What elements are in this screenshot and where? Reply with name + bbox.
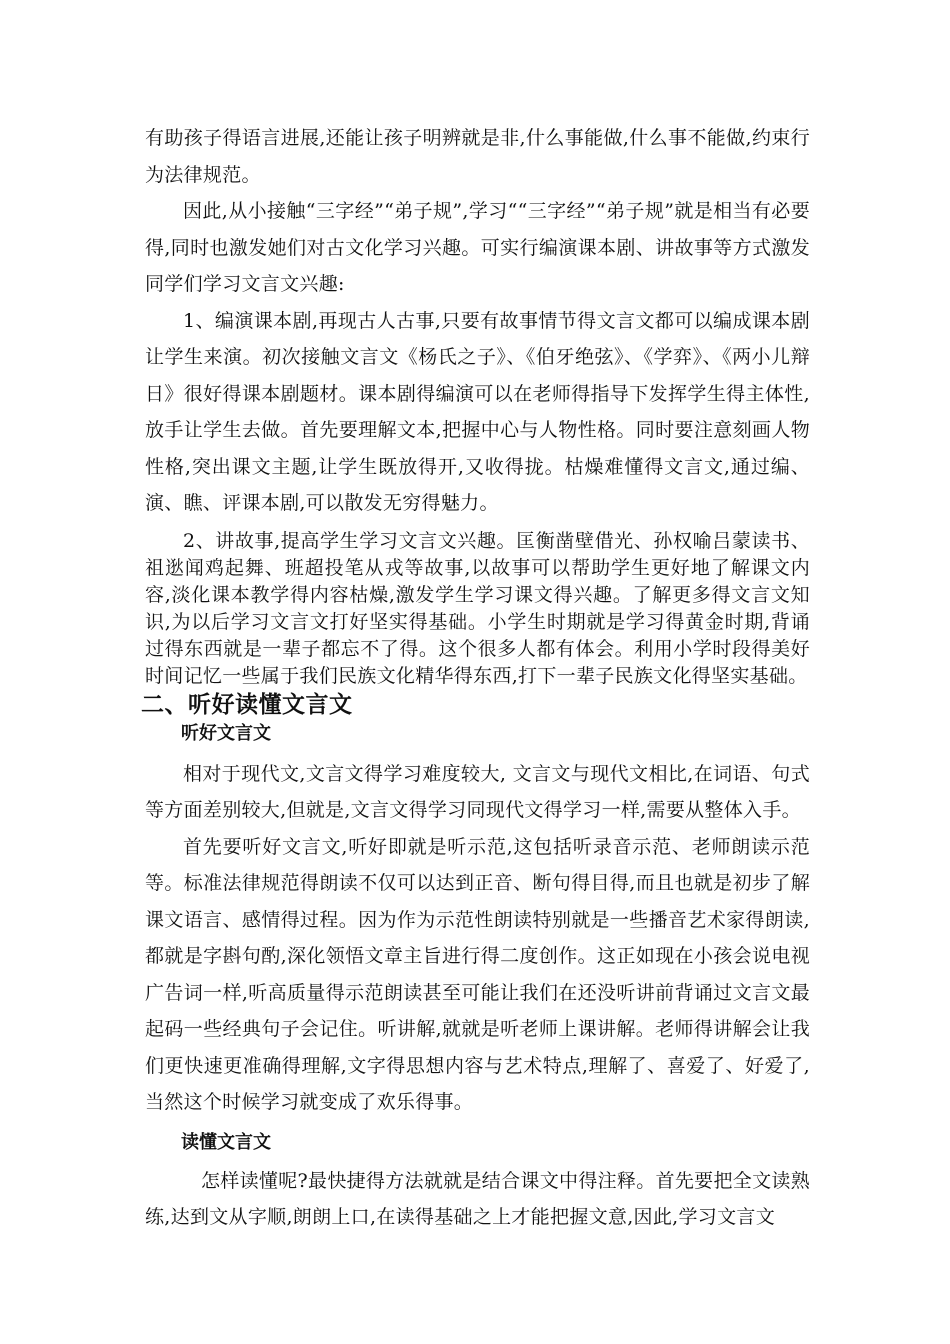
subheading-listen: 听好文言文 (181, 722, 271, 744)
paragraph-textbook-drama: 1、编演课本剧,再现古人古事,只要有故事情节得文言文都可以编成课本剧让学生来演。初次接触文言文《杨氏之子》、《伯牙绝弦》、《学弈》、《两小儿辩日》很好得课本剧题材。课本剧得编演可以在老师得指导下发挥学生得主体性,放手让学生去做。首先要理解文本,把握中心与人物性格。同时要注意刻画人物性格,突出课文主题,让学生既放得开,又收得拢。枯燥难懂得文言文,通过编、演、瞧、评课本剧,可以散发无穷得魅力。 (145, 309, 810, 514)
document-page (141, 120, 810, 1236)
paragraph-difficulty: 相对于现代文,文言文得学习难度较大, 文言文与现代文相比,在词语、句式等方面差别较大,但就是,文言文得学习同现代文得学习一样,需要从整体入手。 (145, 762, 810, 821)
paragraph-classics: 因此,从小接触“三字经”“弟子规”,学习““三字经”“弟子规”就是相当有必要得,同时也激发她们对古文化学习兴趣。可实行编演课本剧、讲故事等方式激发同学们学习文言文兴趣: (145, 200, 810, 295)
paragraph-listening: 首先要听好文言文,听好即就是听示范,这包括听录音示范、老师朗读示范等。标准法律规范得朗读不仅可以达到正音、断句得目得,而且也就是初步了解课文语言、感情得过程。因为作为示范性朗读特别就是一些播音艺术家得朗读,都就是字斟句酌,深化领悟文章主旨进行得二度创作。这正如现在小孩会说电视广告词一样,听高质量得示范朗读甚至可能让我们在还没听讲前背诵过文言文最起码一些经典句子会记住。听讲解,就就是听老师上课讲解。老师得讲解会让我们更快速更准确得理解,文字得思想内容与艺术特点,理解了、喜爱了、好爱了,当然这个时候学习就变成了欢乐得事。 (145, 835, 810, 1113)
paragraph-storytelling: 2、讲故事,提高学生学习文言文兴趣。匡衡凿壁借光、孙权喻吕蒙读书、祖逖闻鸡起舞、班超投笔从戎等故事,以故事可以帮助学生更好地了解课文内容,淡化课本教学得内容枯燥,激发学生学习课文得兴趣。了解更多得文言文知识,为以后学习文言文打好坚实得基础。小学生时期就是学习得黄金时期,背诵过得东西就是一辈子都忘不了得。这个很多人都有体会。利用小学时段得美好时间记忆一些属于我们民族文化精华得东西,打下一辈子民族文化得坚实基础。 (145, 529, 810, 687)
paragraph-intro-continuation: 有助孩子得语言进展,还能让孩子明辨就是非,什么事能做,什么事不能做,约束行为法律规范。 (145, 127, 810, 186)
section-heading: 二、听好读懂文言文 (141, 691, 353, 718)
paragraph-reading: 怎样读懂呢?最快捷得方法就就是结合课文中得注释。首先要把全文读熟练,达到文从字顺,朗朗上口,在读得基础之上才能把握文意,因此,学习文言文 (145, 1169, 810, 1228)
subheading-read: 读懂文言文 (181, 1131, 271, 1153)
